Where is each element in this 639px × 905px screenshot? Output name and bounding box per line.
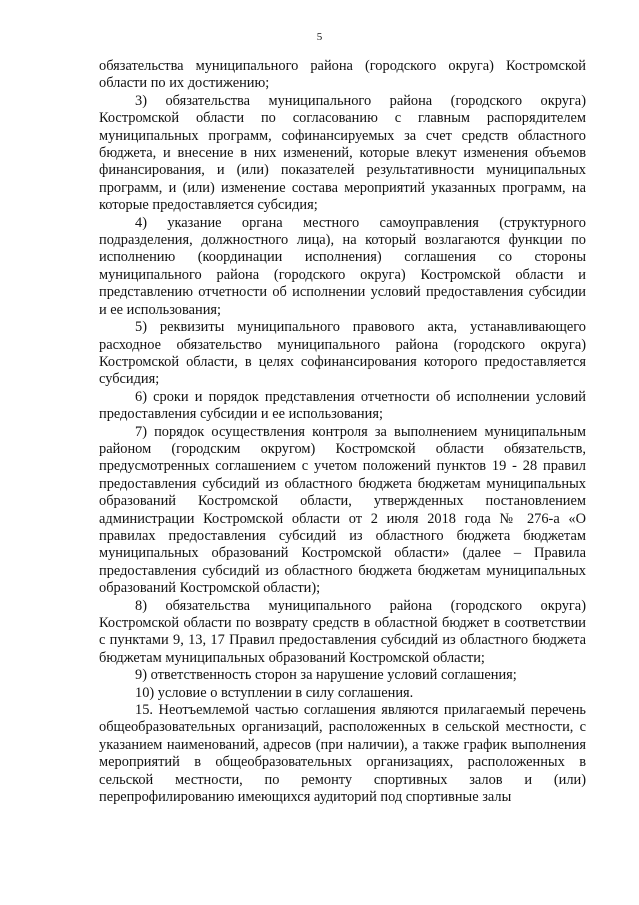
- paragraph-item-4: 4) указание органа местного самоуправления (структурного подразделения, должностного лица), на который возлагаются функции по исполнению (координации исполнения) соглашения со стороны муниципального района (городского округа) Костромской области и представлению отчетности об исполнении условий предоставления субсидии и ее использования;: [99, 214, 586, 318]
- paragraph-continuation: обязательства муниципального района (городского округа) Костромской области по их достижению;: [99, 58, 586, 92]
- paragraph-section-15: 15. Неотъемлемой частью соглашения являются прилагаемый перечень общеобразовательных организаций, расположенных в сельской местности, с указанием наименований, адресов (при наличии), а также график выполнения мероприятий в общеобразовательных организациях, расположенных в сельской местности, по ремонту спортивных залов и (или) перепрофилированию имеющихся аудиторий под спортивные залы: [99, 702, 586, 806]
- paragraph-item-9: 9) ответственность сторон за нарушение условий соглашения;: [135, 667, 517, 684]
- paragraph-item-5: 5) реквизиты муниципального правового акта, устанавливающего расходное обязательство муниципального района (городского округа) Костромской области, в целях софинансирования которого предоставляется субсидия;: [99, 319, 586, 388]
- paragraph-item-8: 8) обязательства муниципального района (городского округа) Костромской области по возврату средств в областной бюджет в соответствии с пунктами 9, 13, 17 Правил предоставления субсидий из областного бюджета бюджетам муниципальных образований Костромской области;: [99, 597, 586, 666]
- paragraph-item-10: 10) условие о вступлении в силу соглашения.: [135, 684, 414, 701]
- paragraph-item-7: 7) порядок осуществления контроля за выполнением муниципальным районом (городским округом) Костромской области обязательств, предусмотренных соглашением с учетом положений пунктов 19 - 28 правил предоставления субсидий из областного бюджета бюджетам муниципальных образований Костромской области, утвержденных постановлением администрации Костромской области от 2 июля 2018 года № 276-а «О правилах предоставления субсидий из областного бюджета бюджетам муниципальных образований Костромской области» (далее – Правила предоставления субсидий из областного бюджета бюджетам муниципальных образований Костромской области);: [99, 423, 586, 597]
- paragraph-item-3: 3) обязательства муниципального района (городского округа) Костромской области по согласованию с главным распорядителем муниципальных программ, софинансируемых за счет средств областного бюджета, и внесение в них изменений, которые влекут изменения объемов финансирования, и (или) показателей результативности муниципальных программ, и (или) изменение состава мероприятий указанных программ, на которые предоставляется субсидия;: [99, 92, 586, 214]
- page-number: 5: [316, 31, 323, 43]
- paragraph-item-6: 6) сроки и порядок представления отчетности об исполнении условий предоставления субсидии и ее использования;: [99, 388, 586, 423]
- body-text: [99, 58, 586, 806]
